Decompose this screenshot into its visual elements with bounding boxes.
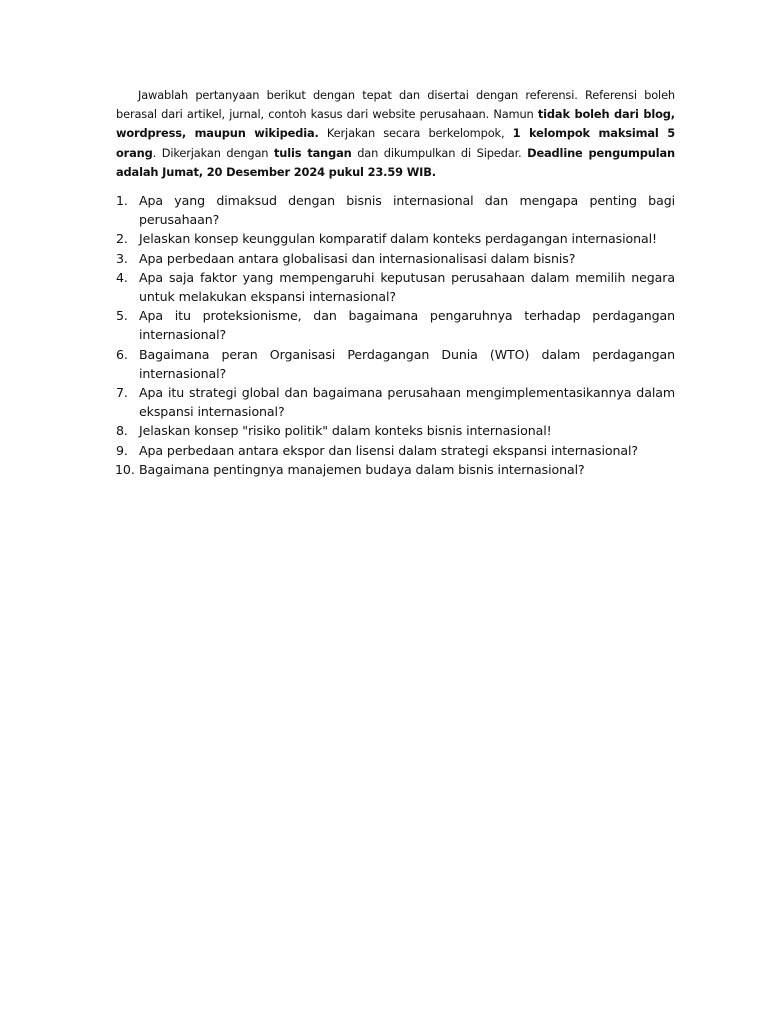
question-item <box>116 345 675 383</box>
document-content <box>116 86 675 479</box>
question-item <box>116 421 675 440</box>
question-text: Jelaskan konsep "risiko politik" dalam konteks bisnis internasional! <box>139 423 552 439</box>
question-text: Bagaimana pentingnya manajemen budaya dalam bisnis internasional? <box>139 461 585 477</box>
instructions-text-2: Kerjakan secara berkelompok, <box>318 126 513 141</box>
instructions-text-4: dan dikumpulkan di Sipedar. <box>351 145 528 160</box>
instructions-bold-handwritten: tulis tangan <box>273 145 352 160</box>
instructions-text-3: . Dikerjakan dengan <box>152 145 274 160</box>
instructions-bold-group-size: 1 kelompok maksimal 5 orang <box>116 126 675 160</box>
question-text: Apa itu proteksionisme, dan bagaimana pengaruhnya terhadap perdagangan internasional? <box>139 308 675 343</box>
question-text: Apa perbedaan antara globalisasi dan internasionalisasi dalam bisnis? <box>139 250 576 266</box>
question-number: 3. <box>116 250 128 266</box>
question-number: 10. <box>115 461 135 477</box>
question-item <box>116 383 675 421</box>
question-number: 1. <box>116 193 128 209</box>
question-item <box>116 191 675 229</box>
question-number: 7. <box>116 385 128 401</box>
question-item <box>116 268 675 306</box>
question-item <box>116 249 675 268</box>
question-item <box>116 441 675 460</box>
question-number: 2. <box>116 231 128 247</box>
question-text: Apa perbedaan antara ekspor dan lisensi dalam strategi ekspansi internasional? <box>139 442 638 458</box>
question-number: 4. <box>116 269 128 285</box>
question-list <box>116 191 675 479</box>
instructions-bold-deadline: Deadline pengumpulan adalah Jumat, 20 Desember 2024 pukul 23.59 WIB. <box>116 145 675 179</box>
question-item <box>116 306 675 344</box>
instructions-text-1: Jawablah pertanyaan berikut dengan tepat dan disertai dengan referensi. Referensi boleh berasal dari artikel, jurnal, contoh kasus dari website perusahaan. Namun <box>116 88 675 122</box>
question-number: 5. <box>116 308 128 324</box>
question-number: 9. <box>116 442 128 458</box>
question-text: Apa yang dimaksud dengan bisnis internasional dan mengapa penting bagi perusahaan? <box>139 193 675 228</box>
question-text: Jelaskan konsep keunggulan komparatif dalam konteks perdagangan internasional! <box>139 231 657 247</box>
question-text: Apa saja faktor yang mempengaruhi keputusan perusahaan dalam memilih negara untuk melakukan ekspansi internasional? <box>139 269 675 305</box>
question-item <box>116 229 675 248</box>
question-number: 8. <box>116 423 128 439</box>
instructions-bold-source-restriction: tidak boleh dari blog, wordpress, maupun wikipedia. <box>116 107 675 141</box>
question-number: 6. <box>116 346 128 362</box>
question-item <box>116 460 675 479</box>
instructions-paragraph <box>116 86 675 182</box>
question-text: Bagaimana peran Organisasi Perdagangan Dunia (WTO) dalam perdagangan internasional? <box>139 346 675 381</box>
question-text: Apa itu strategi global dan bagaimana perusahaan mengimplementasikannya dalam ekspansi internasional? <box>139 385 675 420</box>
